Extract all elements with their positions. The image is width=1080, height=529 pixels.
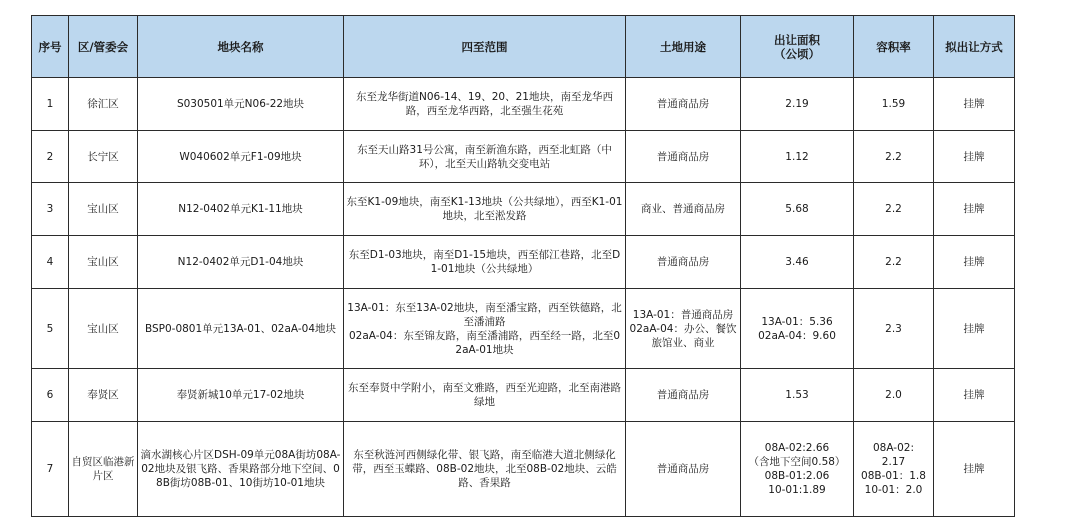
cell-district: 宝山区 [69,236,138,289]
header-method: 拟出让方式 [934,16,1015,78]
cell-no: 7 [32,422,69,517]
cell-far: 2.2 [854,236,934,289]
cell-bounds: 东至天山路31号公寓，南至新渔东路，西至北虹路（中环），北至天山路轨交变电站 [344,131,626,183]
cell-land-use: 普通商品房 [626,422,741,517]
table-row [32,422,1015,517]
cell-no: 6 [32,369,69,422]
cell-land-use: 商业、普通商品房 [626,183,741,236]
cell-land-use: 普通商品房 [626,369,741,422]
table-row [32,131,1015,183]
cell-district: 宝山区 [69,183,138,236]
header-parcel-name: 地块名称 [138,16,344,78]
cell-far: 2.2 [854,131,934,183]
cell-land-use: 普通商品房 [626,236,741,289]
cell-district: 奉贤区 [69,369,138,422]
cell-area: 1.12 [741,131,854,183]
cell-no: 5 [32,289,69,369]
cell-bounds: 东至龙华街道N06-14、19、20、21地块，南至龙华西路，西至龙华西路，北至强生花苑 [344,78,626,131]
cell-method: 挂牌 [934,78,1015,131]
cell-bounds: 东至K1-09地块，南至K1-13地块（公共绿地），西至K1-01地块，北至淞发路 [344,183,626,236]
cell-area: 1.53 [741,369,854,422]
cell-no: 4 [32,236,69,289]
cell-district: 宝山区 [69,289,138,369]
cell-far: 2.3 [854,289,934,369]
cell-land-use: 13A-01：普通商品房 02aA-04：办公、餐饮旅馆业、商业 [626,289,741,369]
cell-far: 2.0 [854,369,934,422]
cell-district: 徐汇区 [69,78,138,131]
header-land-use: 土地用途 [626,16,741,78]
table-row [32,183,1015,236]
cell-no: 1 [32,78,69,131]
cell-parcel-name: N12-0402单元K1-11地块 [138,183,344,236]
cell-parcel-name: 奉贤新城10单元17-02地块 [138,369,344,422]
cell-bounds: 东至奉贤中学附小，南至文雅路，西至光迎路，北至南港路绿地 [344,369,626,422]
cell-method: 挂牌 [934,131,1015,183]
cell-method: 挂牌 [934,236,1015,289]
header-far: 容积率 [854,16,934,78]
cell-district: 长宁区 [69,131,138,183]
cell-parcel-name: W040602单元F1-09地块 [138,131,344,183]
cell-area: 2.19 [741,78,854,131]
cell-far: 2.2 [854,183,934,236]
cell-district: 自贸区临港新片区 [69,422,138,517]
cell-area: 08A-02:2.66 （含地下空间0.58） 08B-01:2.06 10-01:1.89 [741,422,854,517]
cell-no: 2 [32,131,69,183]
cell-bounds: 东至D1-03地块，南至D1-15地块，西至郁江巷路，北至D1-01地块（公共绿地） [344,236,626,289]
table-row [32,289,1015,369]
cell-bounds: 东至秋涟河西侧绿化带、银飞路，南至临港大道北侧绿化带，西至玉蝶路、08B-02地块，北至08B-02地块、云皓路、香果路 [344,422,626,517]
land-parcel-table [31,15,1015,517]
cell-method: 挂牌 [934,422,1015,517]
cell-parcel-name: BSP0-0801单元13A-01、02aA-04地块 [138,289,344,369]
cell-land-use: 普通商品房 [626,131,741,183]
table-header-row [32,16,1015,78]
cell-area: 5.68 [741,183,854,236]
cell-far: 08A-02: 2.17 08B-01：1.8 10-01：2.0 [854,422,934,517]
cell-area: 13A-01：5.36 02aA-04：9.60 [741,289,854,369]
cell-parcel-name: S030501单元N06-22地块 [138,78,344,131]
cell-method: 挂牌 [934,289,1015,369]
cell-parcel-name: N12-0402单元D1-04地块 [138,236,344,289]
table-row [32,369,1015,422]
table-row [32,78,1015,131]
cell-area: 3.46 [741,236,854,289]
table-row [32,236,1015,289]
cell-bounds: 13A-01：东至13A-02地块，南至潘宝路，西至铁德路，北至潘浦路 02aA-04：东至锦友路，南至潘浦路，西至经一路，北至02aA-01地块 [344,289,626,369]
header-no: 序号 [32,16,69,78]
cell-parcel-name: 滴水湖核心片区DSH-09单元08A街坊08A-02地块及银飞路、香果路部分地下空间、08B街坊08B-01、10街坊10-01地块 [138,422,344,517]
header-district: 区/管委会 [69,16,138,78]
cell-method: 挂牌 [934,369,1015,422]
header-bounds: 四至范围 [344,16,626,78]
header-area: 出让面积 （公顷） [741,16,854,78]
cell-no: 3 [32,183,69,236]
cell-method: 挂牌 [934,183,1015,236]
cell-land-use: 普通商品房 [626,78,741,131]
cell-far: 1.59 [854,78,934,131]
